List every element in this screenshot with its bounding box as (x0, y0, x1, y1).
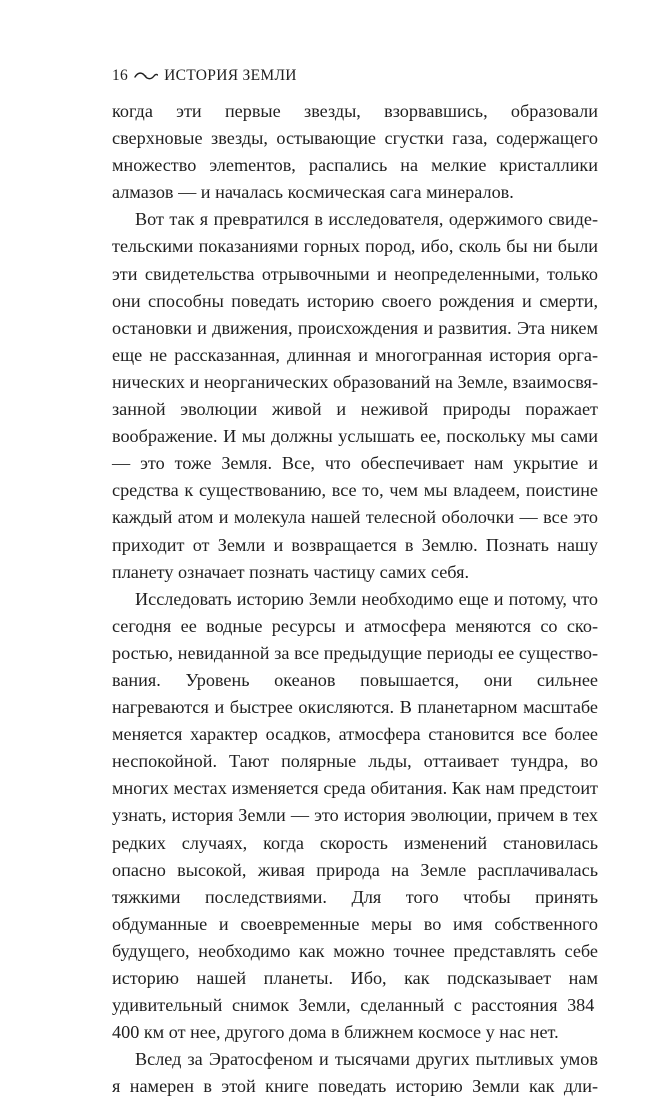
page-number: 16 (112, 67, 129, 84)
running-head (112, 66, 598, 86)
paragraph-1-continued: когда эти первые звезды, взорвавшись, образовали сверхновые звезды, остывающие сгустки газа, содержащего множество элеmентов, распались на мелкие кристаллики алмазов — и началась космическая сага минералов. (112, 101, 598, 203)
running-head-title: ИСТОРИЯ ЗЕМЛИ (164, 67, 297, 84)
book-page (112, 66, 598, 1100)
paragraph-4: Вслед за Эратосфеном и тысячами других пытливых умов я намерен в этой книге поведать историю Земли как дли- (112, 1049, 598, 1097)
paragraph-3: Исследовать историю Земли необходимо еще и потому, что сегодня ее водные ресурсы и атмосфера меняются со скоростью, невиданной за все предыдущие периоды ее существования. Уровень океанов повышается, они сильнее нагреваются и быстрее окисляются. В планетарном масштабе меняется характер осадков, атмосфера становится все более неспокойной. Тают полярные льды, оттаивает тундра, во многих местах изменяется среда обитания. Как нам предстоит узнать, история Земли — это история эволюции, причем в тех редких случаях, когда скорость изменений становилась опасно высокой, живая природа на Земле расплачивалась тяжкими последствиями. Для того чтобы принять обдуманные и своевременные меры во имя собственного будущего, необходимо как можно точнее представлять себе историю нашей планеты. Ибо, как подсказывает нам удивительный снимок Земли, сделанный с расстояния 384 400 км от нее, другого дома в ближнем космосе у нас нет. (112, 588, 598, 1043)
swash-ornament-icon (134, 71, 158, 81)
paragraph-2: Вот так я превратился в исследователя, одержимого свидетельскими показаниями горных пород, ибо, сколь бы ни были эти свидетельства отрывочными и неопределенными, только они способны поведать историю своего рождения и смерти, остановки и движения, происхождения и развития. Эта никем еще не рассказанная, длинная и многогранная история органических и неорганических образований на Земле, взаимосвязанной эволюции живой и неживой природы поражает воображение. И мы должны услышать ее, поскольку мы сами — это тоже Земля. Все, что обеспечивает нам укрытие и средства к существованию, все то, чем мы владеем, поистине каждый атом и молекула нашей телесной оболочки — все это приходит от Земли и возвращается в Землю. Познать нашу планету означает познать частицу самих себя. (112, 209, 598, 582)
body-text (112, 98, 598, 1100)
